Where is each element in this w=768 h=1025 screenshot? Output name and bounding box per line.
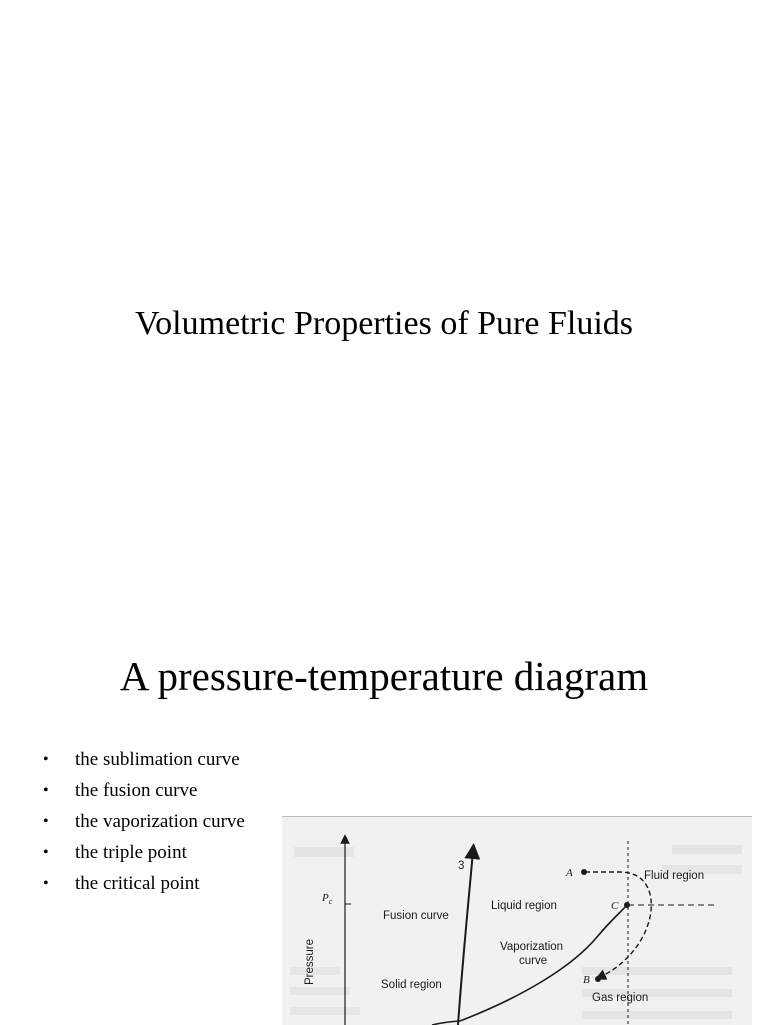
pressure-axis-label: Pressure (304, 938, 316, 985)
pt-diagram-slide (0, 576, 768, 1024)
path-a-to-b (585, 872, 651, 977)
bullet-dot-icon: • (43, 813, 49, 830)
solid-region-label: Solid region (381, 979, 442, 991)
vaporization-curve-label-2: curve (519, 955, 548, 967)
bullet-item-critical-point (40, 868, 245, 899)
bullet-item-vaporization (40, 806, 245, 837)
point-b (595, 976, 601, 982)
label-3: 3 (458, 860, 465, 872)
bullet-item-fusion (40, 775, 245, 806)
bullet-dot-icon: • (43, 875, 49, 892)
point-a (581, 869, 587, 875)
bullet-text: the triple point (75, 842, 187, 863)
point-c (624, 902, 630, 908)
slide-heading: A pressure-temperature diagram (119, 653, 649, 699)
fusion-curve (458, 851, 473, 1025)
bullet-text: the sublimation curve (75, 749, 240, 770)
bullet-item-triple-point (40, 837, 245, 868)
bullet-text: the fusion curve (75, 780, 198, 801)
gas-region-label: Gas region (592, 992, 649, 1004)
point-b-label: B (583, 974, 590, 986)
pc-label: $P_c$ (322, 892, 333, 906)
bullet-dot-icon: • (43, 751, 49, 768)
fusion-curve-label: Fusion curve (383, 910, 449, 922)
point-a-label: A (566, 867, 573, 879)
pt-diagram-image (282, 816, 752, 1025)
vaporization-curve-label-1: Vaporization (500, 941, 564, 953)
bullet-text: the vaporization curve (75, 811, 245, 832)
pt-diagram-svg (282, 817, 752, 1025)
bullet-list (40, 744, 245, 899)
sublimation-curve (432, 1021, 460, 1025)
bullet-item-sublimation (40, 744, 245, 775)
liquid-region-label: Liquid region (491, 900, 557, 912)
fluid-region-label: Fluid region (644, 870, 705, 882)
point-c-label: C (611, 900, 619, 912)
bullet-dot-icon: • (43, 782, 49, 799)
bullet-text: the critical point (75, 873, 200, 894)
slide-title: Volumetric Properties of Pure Fluids (135, 305, 633, 342)
bullet-dot-icon: • (43, 844, 49, 861)
